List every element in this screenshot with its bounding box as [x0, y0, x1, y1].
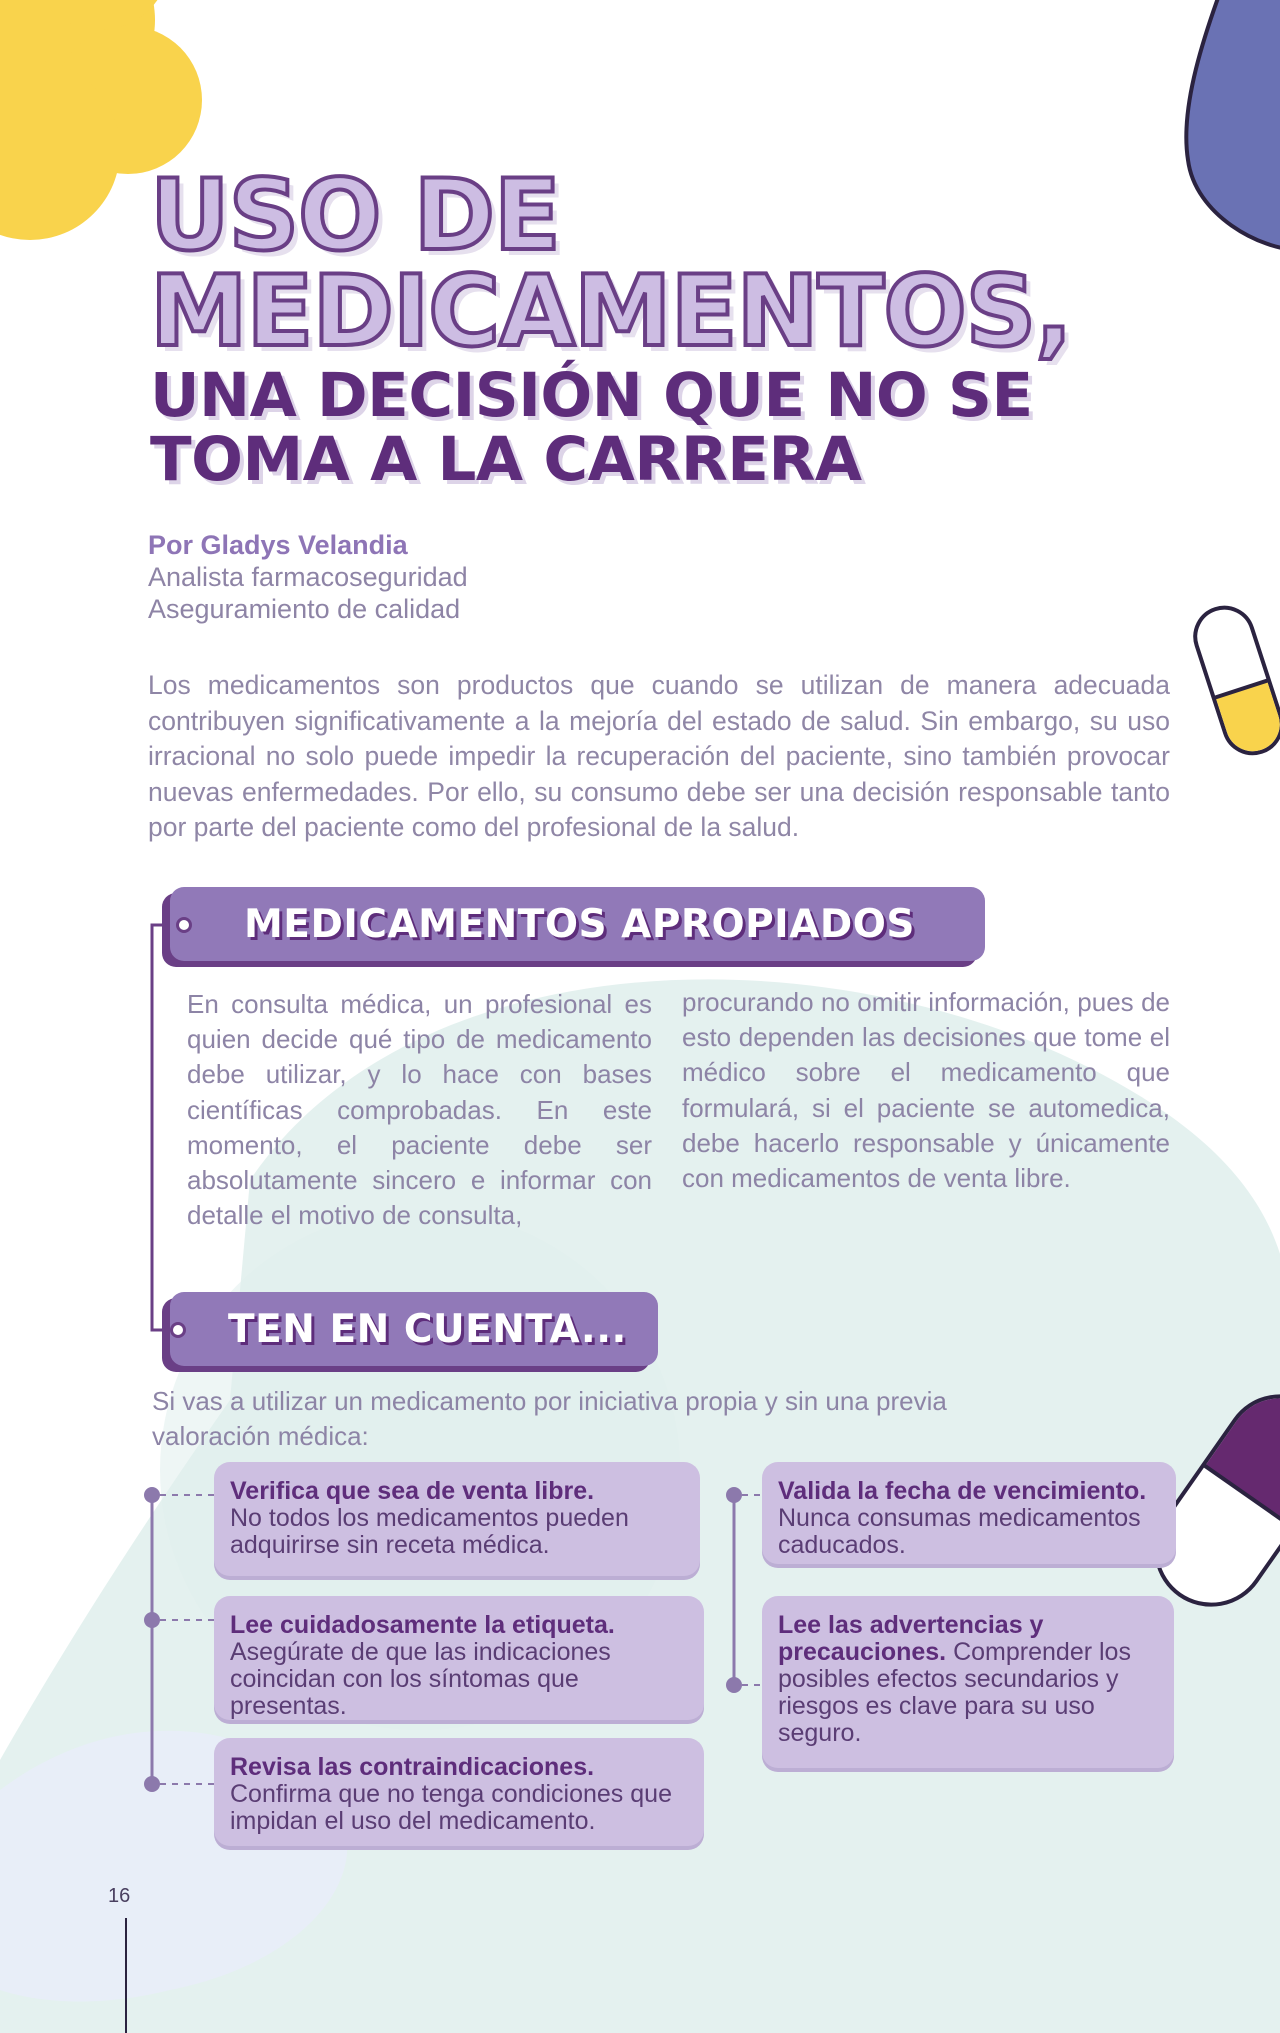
tip-text: Comprender los posibles efectos secundarios y riesgos es clave para su uso seguro.: [778, 1638, 1131, 1747]
tip-card-etiqueta: [214, 1596, 704, 1720]
author-name: Por Gladys Velandia: [148, 530, 408, 560]
subtitle-line-2: TOMA A LA CARRERA: [150, 424, 862, 495]
section-heading-apropiados: MEDICAMENTOS APROPIADOS: [244, 901, 915, 947]
tip-card-contraindicaciones: [214, 1738, 704, 1846]
tip-title: Verifica que sea de venta libre.: [230, 1477, 595, 1505]
page-number: 16: [108, 1885, 131, 1907]
bracket-dot: [176, 917, 192, 933]
section-heading-pill: [170, 887, 985, 961]
tip-title: Lee las advertencias y precauciones.: [778, 1611, 1044, 1666]
tip-text: Confirma que no tenga condiciones que impidan el uso del medicamento.: [230, 1780, 672, 1835]
section-heading-pill: [170, 1292, 658, 1366]
section1-column-1: En consulta médica, un profesional es quien decide qué tipo de medicamento debe utilizar, y lo hace con bases científicas comprobadas. En este momento, el paciente debe ser absolutamente sincero e informar con detalle el motivo de consulta,: [187, 989, 652, 1231]
subtitle-line-1: UNA DECISIÓN QUE NO SE: [150, 360, 1033, 431]
section-bracket-line: [152, 925, 176, 1330]
tip-title: Lee cuidadosamente la etiqueta.: [230, 1611, 615, 1639]
title-line-1: USO DE: [150, 159, 560, 273]
connector-dot: [726, 1487, 742, 1503]
connector-dot: [144, 1612, 160, 1628]
tip-card-venta-libre: [214, 1462, 700, 1576]
tip-text: Nunca consumas medicamentos caducados.: [778, 1504, 1141, 1559]
tip-title: Revisa las contraindicaciones.: [230, 1753, 595, 1781]
blue-capsule-shape: [1186, 0, 1280, 250]
tip-text: Asegúrate de que las indicaciones coincidan con los síntomas que presentas.: [230, 1638, 611, 1720]
section1-column-2: procurando no omitir información, pues de esto dependen las decisiones que tome el médico sobre el medicamento que formulará, si el paciente se automedica, debe hacerlo responsable y únicamente con medicamentos de venta libre.: [682, 987, 1170, 1194]
tip-title: Valida la fecha de vencimiento.: [778, 1477, 1147, 1505]
connector-dot: [726, 1677, 742, 1693]
connector-dot: [144, 1487, 160, 1503]
section-heading-ten-en-cuenta: TEN EN CUENTA...: [228, 1306, 627, 1352]
tip-text: No todos los medicamentos pueden adquirirse sin receta médica.: [230, 1504, 629, 1559]
author-role: Analista farmacoseguridad: [148, 562, 468, 592]
title-line-2: MEDICAMENTOS,: [150, 255, 1072, 369]
intro-paragraph: Los medicamentos son productos que cuando se utilizan de manera adecuada contribuyen significativamente a la mejoría del estado de salud. Sin embargo, su uso irracional no solo puede impedir la recuperación del paciente, sino también provocar nuevas enfermedades. Por ello, su consumo debe ser una decisión responsable tanto por parte del paciente como del profesional de la salud.: [148, 670, 1170, 842]
tip-card-advertencias: [762, 1596, 1174, 1768]
bracket-dot: [170, 1322, 186, 1338]
section2-lead: Si vas a utilizar un medicamento por iniciativa propia y sin una previa valoración médica:: [152, 1386, 947, 1451]
tip-card-vencimiento: [762, 1462, 1176, 1564]
connector-dot: [144, 1776, 160, 1792]
small-capsule-shape: [1188, 600, 1280, 761]
author-department: Aseguramiento de calidad: [148, 594, 461, 624]
